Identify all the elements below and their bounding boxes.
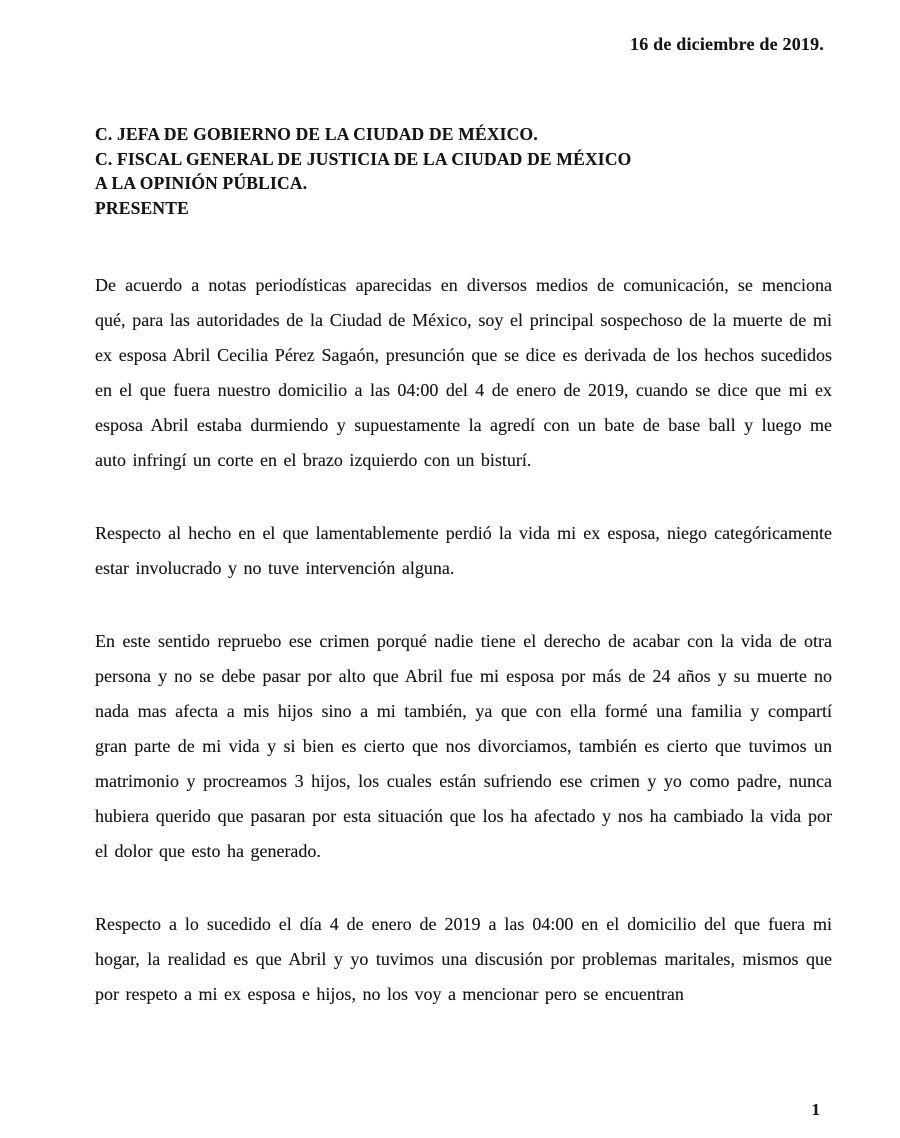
letter-date: 16 de diciembre de 2019. [630,34,824,54]
recipient-line-jefa-gobierno: C. JEFA DE GOBIERNO DE LA CIUDAD DE MÉXICO. [95,124,538,144]
paragraph-accusation-summary: De acuerdo a notas periodísticas aparecidas en diversos medios de comunicación, se menciona qué, para las autoridades de la Ciudad de México, soy el principal sospechoso de la muerte de mi ex esposa Abril Cecilia Pérez Sagaón, presunción que se dice es derivada de los hechos sucedidos en el que fuera nuestro domicilio a las 04:00 del 4 de enero de 2019, cuando se dice que mi ex esposa Abril estaba durmiendo y supuestamente la agredí con un bate de base ball y luego me auto infringí un corte en el brazo izquierdo con un bisturí. [95,275,832,470]
letter-body [95,268,832,1012]
recipient-line-opinion-publica: A LA OPINIÓN PÚBLICA. [95,173,308,193]
recipient-block [95,122,835,220]
page-number: 1 [811,1100,820,1119]
recipient-line-fiscal-general: C. FISCAL GENERAL DE JUSTICIA DE LA CIUDAD DE MÉXICO [95,148,632,169]
paragraph-denial: Respecto al hecho en el que lamentablemente perdió la vida mi ex esposa, niego categóricamente estar involucrado y no tuve intervención alguna. [95,523,832,578]
paragraph-events-account: Respecto a lo sucedido el día 4 de enero de 2019 a las 04:00 en el domicilio del que fuera mi hogar, la realidad es que Abril y yo tuvimos una discusión por problemas maritales, mismos que por respeto a mi ex esposa e hijos, no los voy a mencionar pero se encuentran [95,914,832,1004]
paragraph-condemnation-family: En este sentido repruebo ese crimen porqué nadie tiene el derecho de acabar con la vida de otra persona y no se debe pasar por alto que Abril fue mi esposa por más de 24 años y su muerte no nada mas afecta a mis hijos sino a mi también, ya que con ella formé una familia y compartí gran parte de mi vida y si bien es cierto que nos divorciamos, también es cierto que tuvimos un matrimonio y procreamos 3 hijos, los cuales están sufriendo ese crimen y yo como padre, nunca hubiera querido que pasaran por esta situación que los ha afectado y nos ha cambiado la vida por el dolor que esto ha generado. [95,631,832,861]
recipient-line-presente: PRESENTE [95,197,189,218]
